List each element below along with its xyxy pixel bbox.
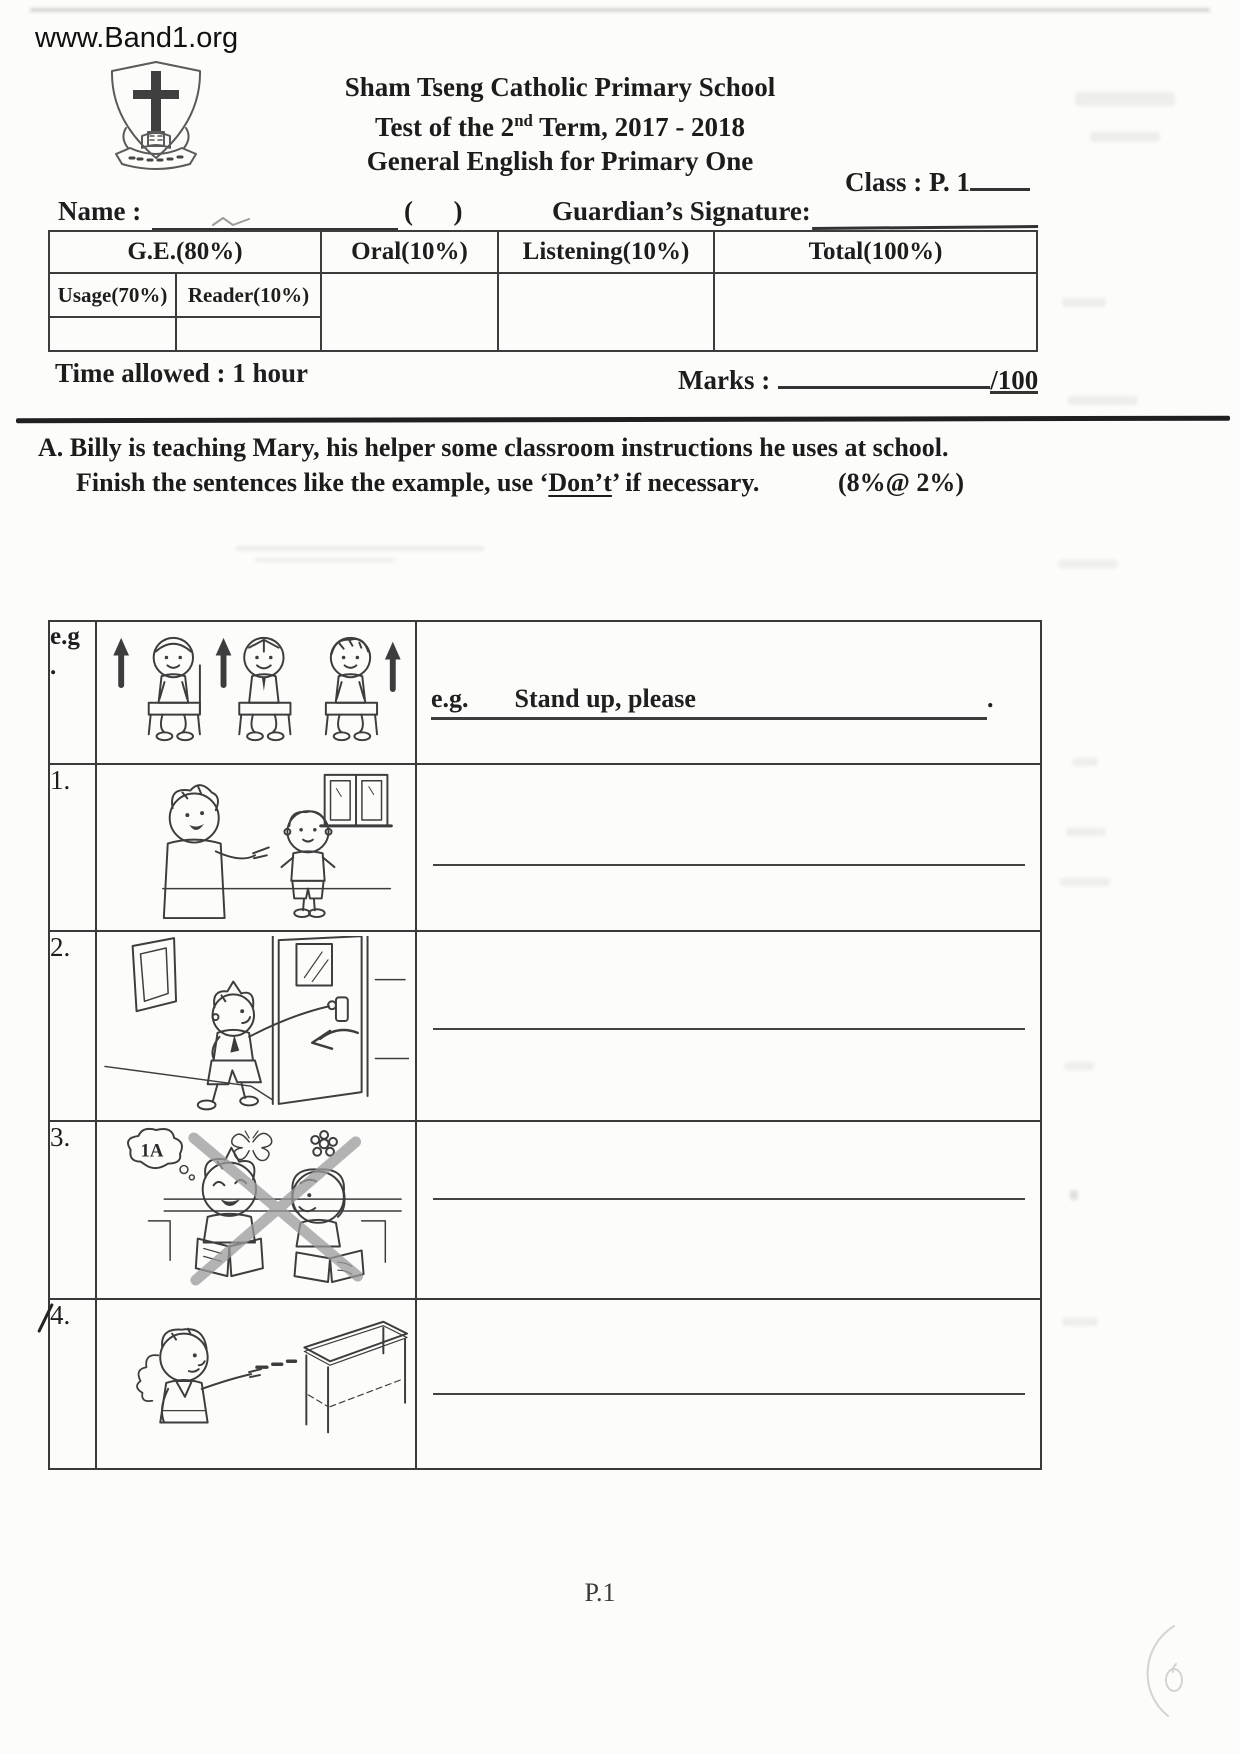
up-arrow-icon: [385, 642, 401, 689]
marks-line: [678, 360, 1038, 396]
scan-artifact: [255, 558, 395, 562]
score-col-ge: G.E.(80%): [49, 231, 321, 273]
scan-artifact: [1068, 396, 1138, 405]
dont-underlined: Don’t: [548, 468, 612, 497]
item-number: 3.: [49, 1121, 96, 1299]
score-cell-reader-empty: [176, 317, 321, 351]
illustration-dont-talk: [96, 1121, 416, 1299]
scan-artifact: [235, 546, 485, 551]
marks-blank-line: [778, 360, 990, 389]
scan-artifact: [1058, 560, 1118, 568]
answer-blank-line: [433, 1393, 1025, 1395]
up-arrow-icon: [216, 638, 232, 685]
scan-artifact: [1064, 1062, 1094, 1070]
flower-doodle: [311, 1131, 337, 1156]
class-line: [845, 162, 1030, 198]
guardian-signature-line: [812, 197, 1038, 230]
section-a-line1: A. Billy is teaching Mary, his helper some classroom instructions he uses at school.: [38, 433, 949, 462]
answer-blank-line: [433, 1198, 1025, 1200]
bubble-text: 1A: [140, 1140, 164, 1162]
class-number-parentheses: ( ): [404, 196, 463, 226]
scan-artifact: [30, 8, 1210, 12]
test-term-line: Test of the 2nd Term, 2017 - 2018: [374, 111, 746, 142]
class-label: Class : P. 1: [845, 167, 971, 197]
answer-cell-1: [416, 764, 1041, 931]
scan-artifact: [1090, 132, 1160, 142]
scan-squiggle: [212, 216, 252, 228]
answer-cell-4: [416, 1299, 1041, 1469]
exercise-row-3: [49, 1121, 1041, 1299]
class-blank-line: [970, 162, 1030, 191]
score-col-total: Total(100%): [714, 231, 1037, 273]
answer-blank-line: [433, 1028, 1025, 1030]
illustration-stand-up: [96, 621, 416, 764]
illustration-point-to-table: [96, 1299, 416, 1469]
score-table: [48, 230, 1038, 352]
scan-artifact: [1062, 1318, 1098, 1326]
score-col-oral: Oral(10%): [321, 231, 498, 273]
section-a-line2: Finish the sentences like the example, use ‘Don’t’ if necessary.: [76, 468, 760, 497]
exercise-row-2: [49, 931, 1041, 1121]
scan-artifact: [1066, 828, 1106, 836]
school-logo: [106, 58, 206, 179]
school-name: Sham Tseng Catholic Primary School: [344, 72, 776, 102]
butterfly-doodle: [232, 1131, 272, 1161]
pencil-mark-artifact: [1130, 1622, 1200, 1722]
exercise-row-example: [49, 621, 1041, 764]
guardian-signature-label: Guardian’s Signature:: [552, 196, 811, 226]
subject-line: General English for Primary One: [366, 146, 754, 176]
score-cell-total-empty: [714, 273, 1037, 351]
example-number-cell: e.g .: [49, 621, 96, 764]
score-col-listening: Listening(10%): [498, 231, 714, 273]
title-block: [240, 70, 880, 178]
marks-total: /100: [990, 365, 1039, 395]
name-label: Name :: [58, 196, 142, 226]
exercise-row-1: [49, 764, 1041, 931]
ordinal-suffix: nd: [514, 111, 533, 130]
example-answer-cell: [416, 621, 1041, 764]
item-number: 4.: [49, 1299, 96, 1469]
exercise-table: [48, 620, 1042, 1470]
score-sub-reader: Reader(10%): [176, 273, 321, 317]
example-answer-text: Stand up, please: [514, 684, 696, 713]
scan-artifact: [1060, 878, 1110, 886]
section-a-marks: (8%@ 2%): [838, 468, 965, 497]
section-divider: [16, 416, 1230, 424]
exercise-row-4: [49, 1299, 1041, 1469]
scan-artifact: [1070, 1190, 1078, 1200]
up-arrow-icon: [113, 638, 129, 685]
score-cell-oral-empty: [321, 273, 498, 351]
score-cell-usage-empty: [49, 317, 176, 351]
item-number: 1.: [49, 764, 96, 931]
example-answer: [431, 684, 994, 720]
answer-cell-3: [416, 1121, 1041, 1299]
section-a-label: A.: [38, 433, 64, 462]
time-allowed: Time allowed : 1 hour: [55, 358, 309, 388]
scan-artifact: [1072, 758, 1098, 766]
score-cell-listening-empty: [498, 273, 714, 351]
illustration-open-window: [96, 764, 416, 931]
page-number: P.1: [584, 1578, 616, 1607]
score-sub-usage: Usage(70%): [49, 273, 176, 317]
answer-blank-line: [433, 864, 1025, 866]
marks-label: Marks :: [678, 365, 771, 395]
scan-artifact: [1062, 298, 1106, 307]
example-end-mark: .: [987, 684, 994, 713]
example-answer-label: e.g.: [431, 684, 469, 713]
scan-artifact: [1075, 92, 1175, 106]
illustration-close-door: [96, 931, 416, 1121]
item-number: 2.: [49, 931, 96, 1121]
school-crest-icon: [106, 58, 206, 174]
answer-cell-2: [416, 931, 1041, 1121]
watermark-url: www.Band1.org: [35, 22, 239, 54]
name-blank-line: [152, 200, 398, 230]
